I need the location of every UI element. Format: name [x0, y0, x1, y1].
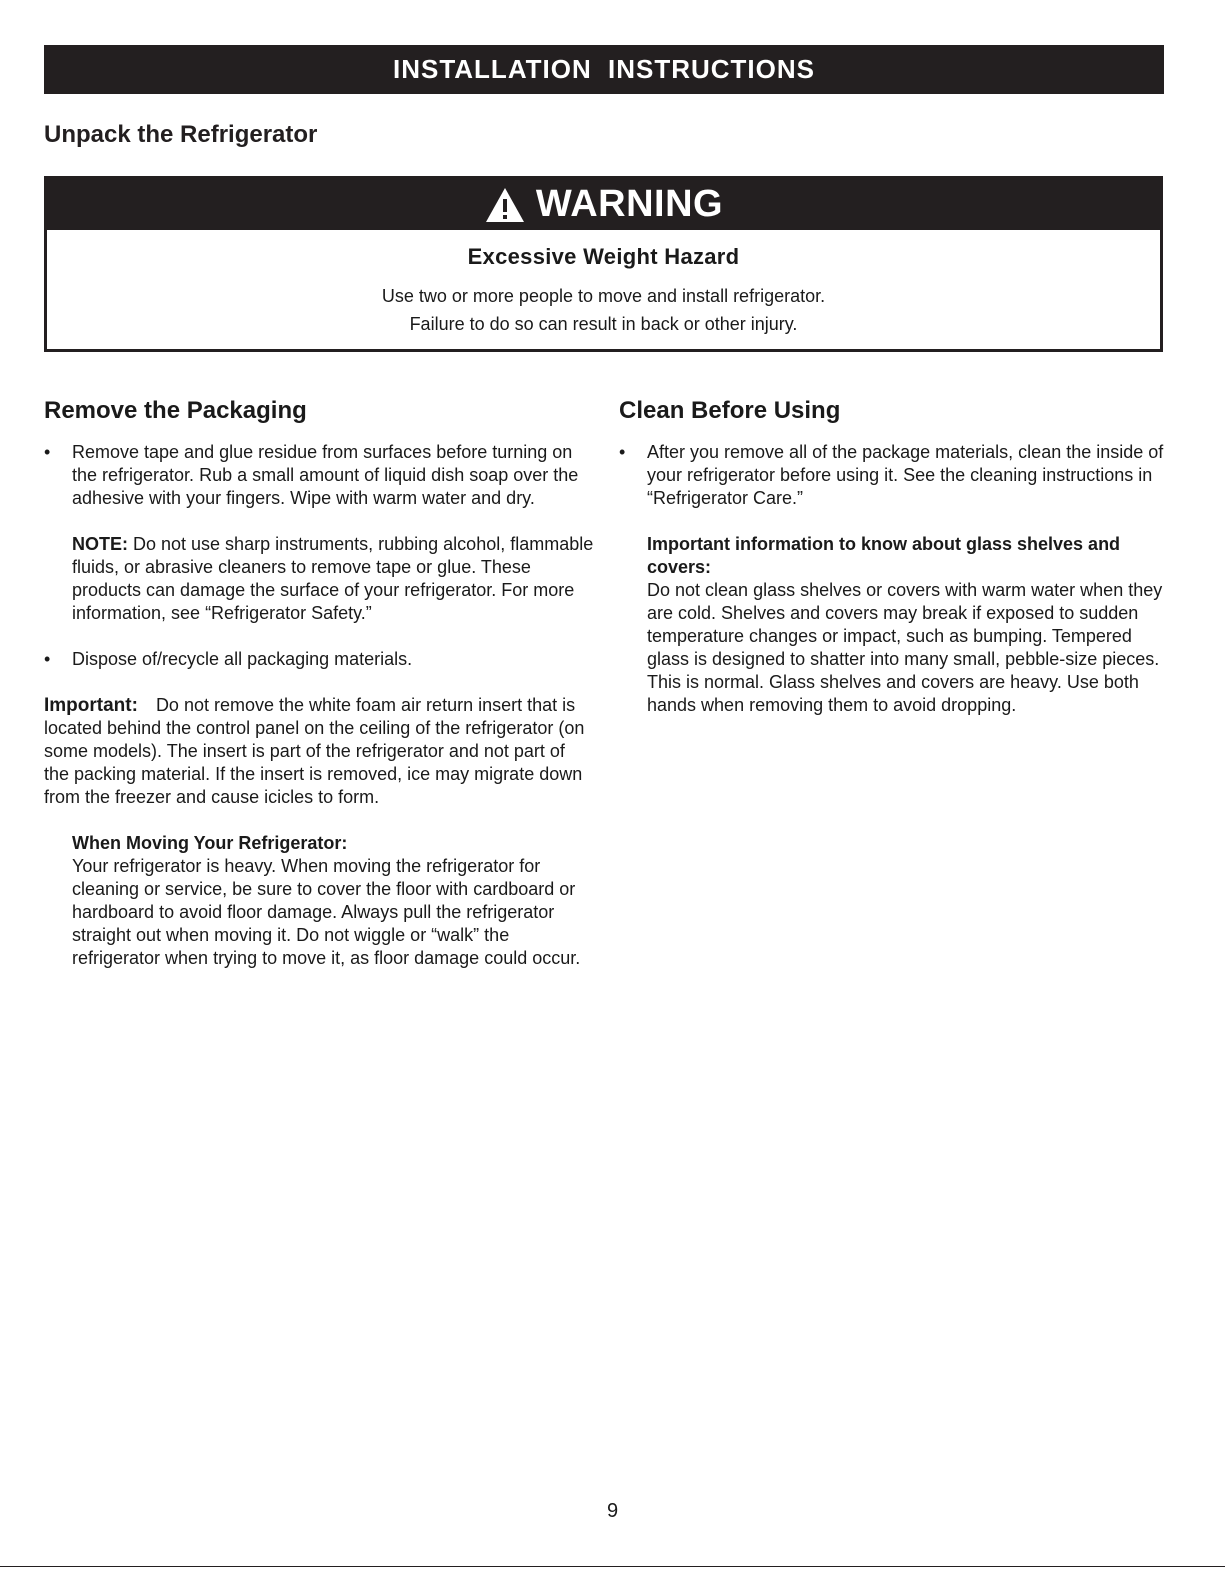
- remove-packaging-column: [44, 395, 594, 970]
- warning-box: [44, 176, 1163, 352]
- glass-title: Important information to know about glass shelves and covers:: [647, 534, 1121, 577]
- warning-header: [47, 179, 1160, 230]
- moving-section: [44, 832, 594, 970]
- moving-title: When Moving Your Refrigerator:: [72, 833, 348, 853]
- warning-line-1: Use two or more people to move and install refrigerator.: [381, 286, 826, 306]
- remove-packaging-heading: Remove the Packaging: [44, 397, 307, 424]
- important-text: Do not remove the white foam air return insert that is located behind the control panel on the ceiling of the refrigerator (on some models). The insert is part of the refrigerator and not part of the packing material. If the insert is removed, ice may migrate down from the freezer and cause icicles to form.: [44, 695, 585, 807]
- bullet-icon: •: [619, 442, 626, 462]
- glass-section: [619, 533, 1169, 717]
- note-label: NOTE:: [72, 534, 128, 554]
- warning-text: [47, 282, 1160, 338]
- warning-label: WARNING: [535, 183, 724, 225]
- page-number: 9: [606, 1500, 619, 1522]
- clean-before-heading: Clean Before Using: [619, 397, 841, 424]
- glass-text: Do not clean glass shelves or covers with warm water when they are cold. Shelves and covers may break if exposed to sudden temperature changes or impact, such as bumping. Tempered glass is designed to shatter into many small, pebble-size pieces. This is normal. Glass shelves and covers are heavy. Use both hands when removing them to avoid dropping.: [647, 580, 1163, 715]
- warning-triangle-icon: [484, 186, 526, 224]
- moving-text: Your refrigerator is heavy. When moving the refrigerator for cleaning or service, be sure to cover the floor with cardboard or hardboard to avoid floor damage. Always pull the refrigerator straight out when moving it. Do not wiggle or “walk” the refrigerator when trying to move it, as floor damage could occur.: [72, 856, 581, 968]
- clean-before-column: [619, 395, 1169, 717]
- note-text: Do not use sharp instruments, rubbing alcohol, flammable fluids, or abrasive cleaners to remove tape or glue. These products can damage the surface of your refrigerator. For more information, see “Refrigerator Safety.”: [72, 534, 594, 623]
- unpack-heading: Unpack the Refrigerator: [44, 121, 318, 148]
- important-label: Important:: [44, 695, 138, 716]
- note-paragraph: [44, 533, 594, 625]
- page-banner-title: INSTALLATION INSTRUCTIONS: [44, 45, 1164, 94]
- bullet-icon: •: [44, 649, 51, 669]
- bottom-rule: [0, 1566, 1225, 1567]
- list-item: [619, 441, 1169, 510]
- bullet-text: Remove tape and glue residue from surfaces before turning on the refrigerator. Rub a small amount of liquid dish soap over the adhesive with your fingers. Wipe with warm water and dry.: [72, 442, 579, 508]
- warning-subtitle: Excessive Weight Hazard: [467, 244, 740, 269]
- bullet-text: Dispose of/recycle all packaging materials.: [72, 649, 413, 669]
- important-paragraph: [44, 694, 594, 809]
- warning-line-2: Failure to do so can result in back or other injury.: [409, 314, 798, 334]
- list-item: [44, 648, 594, 671]
- list-item: [44, 441, 594, 510]
- bullet-text: After you remove all of the package materials, clean the inside of your refrigerator before using it. See the cleaning instructions in “Refrigerator Care.”: [647, 442, 1164, 508]
- bullet-icon: •: [44, 442, 51, 462]
